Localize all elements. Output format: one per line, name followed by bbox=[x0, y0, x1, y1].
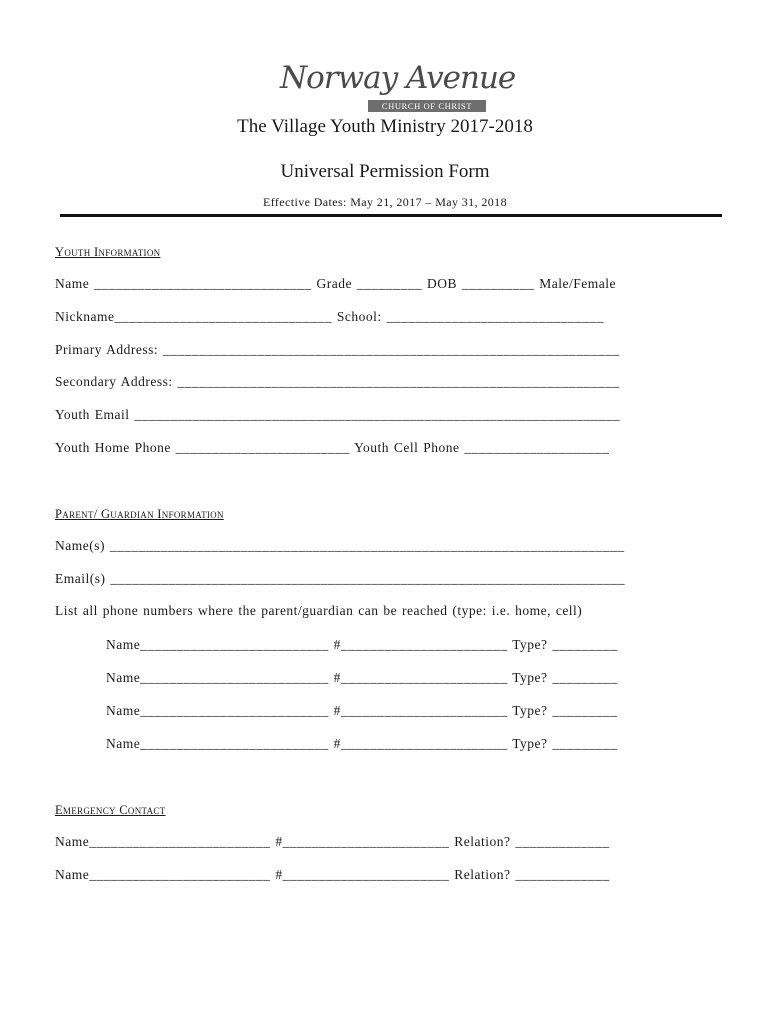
emergency-contact-row: Name_________________________ #_______________________ Relation? _____________ bbox=[55, 834, 610, 849]
parent-phone-row: Name__________________________ #_______________________ Type? _________ bbox=[106, 670, 618, 685]
emergency-contact-row: Name_________________________ #_______________________ Relation? _____________ bbox=[55, 867, 610, 882]
youth-phone-row: Youth Home Phone ________________________ Youth Cell Phone ____________________ bbox=[55, 440, 610, 455]
youth-primary-address-row: Primary Address: _______________________________________________________________ bbox=[55, 342, 620, 357]
parent-phone-row: Name__________________________ #_______________________ Type? _________ bbox=[106, 736, 618, 751]
parent-guardian-heading: Parent/ Guardian Information bbox=[55, 507, 224, 521]
effective-dates: Effective Dates: May 21, 2017 – May 31, 2018 bbox=[262, 195, 507, 209]
page-title: The Village Youth Ministry 2017-2018 bbox=[237, 116, 533, 137]
youth-nickname-school-row: Nickname______________________________ School: ______________________________ bbox=[55, 309, 604, 324]
header-divider bbox=[60, 214, 722, 217]
form-title: Universal Permission Form bbox=[280, 161, 490, 182]
parent-emails-row: Email(s) _______________________________________________________________________ bbox=[55, 571, 626, 586]
youth-information-heading: Youth Information bbox=[55, 245, 161, 259]
youth-email-row: Youth Email ___________________________________________________________________ bbox=[55, 407, 621, 422]
emergency-contact-heading: Emergency Contact bbox=[55, 803, 166, 817]
church-logo bbox=[280, 54, 516, 114]
youth-secondary-address-row: Secondary Address: _____________________________________________________________ bbox=[55, 374, 620, 389]
parent-phone-row: Name__________________________ #_______________________ Type? _________ bbox=[106, 703, 618, 718]
youth-name-grade-dob-row: Name ______________________________ Grade _________ DOB __________ Male/Female bbox=[55, 276, 616, 291]
logo-subtext: CHURCH OF CHRIST bbox=[368, 100, 486, 112]
phone-list-instruction: List all phone numbers where the parent/guardian can be reached (type: i.e. home, cell) bbox=[55, 603, 583, 618]
logo-script-text: Norway Avenue bbox=[280, 60, 516, 96]
parent-names-row: Name(s) _______________________________________________________________________ bbox=[55, 538, 625, 553]
parent-phone-row: Name__________________________ #_______________________ Type? _________ bbox=[106, 637, 618, 652]
